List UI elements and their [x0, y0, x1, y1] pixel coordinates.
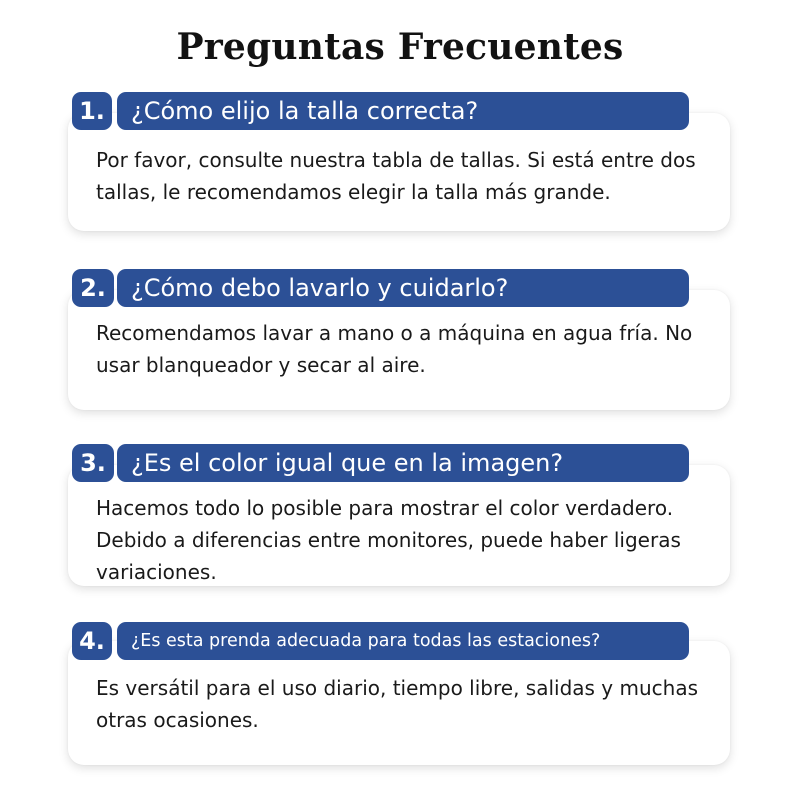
answer-card — [68, 290, 730, 410]
answer-text: Por favor, consulte nuestra tabla de tallas. Si está entre dos tallas, le recomendamos elegir la talla más grande. — [96, 148, 696, 204]
answer-text: Hacemos todo lo posible para mostrar el color verdadero. Debido a diferencias entre monitores, puede haber ligeras variaciones. — [96, 496, 681, 584]
question-heading: ¿Es el color igual que en la imagen? — [117, 444, 689, 482]
answer-card — [68, 465, 730, 586]
question-number-badge: 2. — [72, 269, 114, 307]
question-number-badge: 3. — [72, 444, 114, 482]
answer-text: Recomendamos lavar a mano o a máquina en agua fría. No usar blanqueador y secar al aire. — [96, 321, 693, 377]
answer-text: Es versátil para el uso diario, tiempo libre, salidas y muchas otras ocasiones. — [96, 676, 699, 732]
question-number-badge: 4. — [72, 622, 112, 660]
question-heading: ¿Es esta prenda adecuada para todas las estaciones? — [117, 622, 689, 660]
answer-card — [68, 113, 730, 231]
question-heading: ¿Cómo elijo la talla correcta? — [117, 92, 689, 130]
page-title: Preguntas Frecuentes — [176, 26, 624, 68]
question-number-badge: 1. — [72, 92, 112, 130]
question-heading: ¿Cómo debo lavarlo y cuidarlo? — [117, 269, 689, 307]
